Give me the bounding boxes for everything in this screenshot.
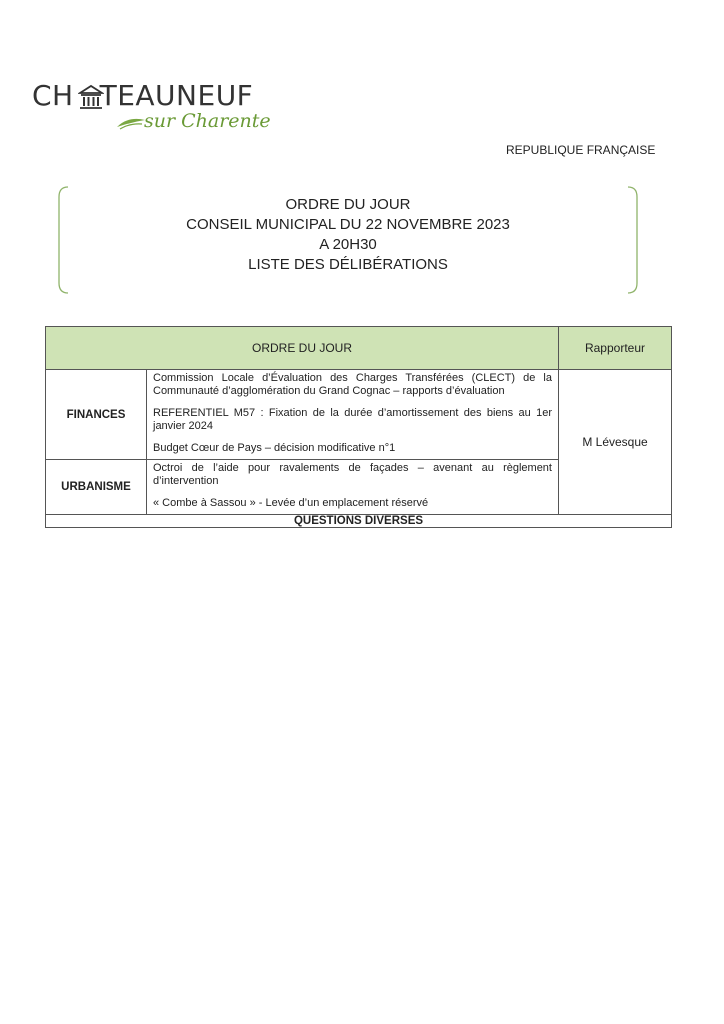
logo: [32, 80, 292, 132]
agenda-item: REFERENTIEL M57 : Fixation de la durée d’amortissement des biens au 1er janvier 2024: [153, 407, 552, 432]
leaf-icon: [116, 116, 146, 130]
agenda-item: Commission Locale d’Évaluation des Charges Transférées (CLECT) de la Communauté d’agglomération du Grand Cognac – rapports d’évaluation: [153, 372, 552, 397]
agenda-table: [45, 326, 672, 528]
table-row-finances: [46, 370, 672, 460]
category-finances: FINANCES: [46, 370, 147, 460]
agenda-item: Budget Cœur de Pays – décision modificative n°1: [153, 442, 396, 454]
republique-label: REPUBLIQUE FRANÇAISE: [506, 143, 656, 157]
logo-subtitle: sur Charente: [144, 110, 271, 132]
items-urbanisme: [147, 460, 559, 515]
title-line-3: A 20H30: [319, 236, 377, 253]
title-line-2: CONSEIL MUNICIPAL DU 22 NOVEMBRE 2023: [186, 216, 510, 233]
title-box: [56, 185, 640, 295]
document-title: [56, 195, 640, 275]
agenda-item: Octroi de l’aide pour ravalements de façades – avenant au règlement d’intervention: [153, 462, 552, 487]
title-line-1: ORDRE DU JOUR: [285, 196, 411, 213]
header-ordre-du-jour: ORDRE DU JOUR: [46, 327, 559, 370]
category-urbanisme: URBANISME: [46, 460, 147, 515]
table-header-row: [46, 327, 672, 370]
questions-diverses: QUESTIONS DIVERSES: [46, 515, 672, 528]
logo-prefix: CH: [32, 79, 74, 112]
agenda-item: « Combe à Sassou » - Levée d’un emplacement réservé: [153, 497, 429, 509]
items-finances: [147, 370, 559, 460]
rapporteur-cell: M Lévesque: [559, 370, 672, 515]
logo-wordmark: [32, 80, 253, 112]
logo-suffix: TEAUNEUF: [99, 79, 254, 112]
title-line-4: LISTE DES DÉLIBÉRATIONS: [248, 256, 448, 273]
header-rapporteur: Rapporteur: [559, 327, 672, 370]
table-row-questions: [46, 515, 672, 528]
town-hall-icon: [78, 84, 104, 110]
